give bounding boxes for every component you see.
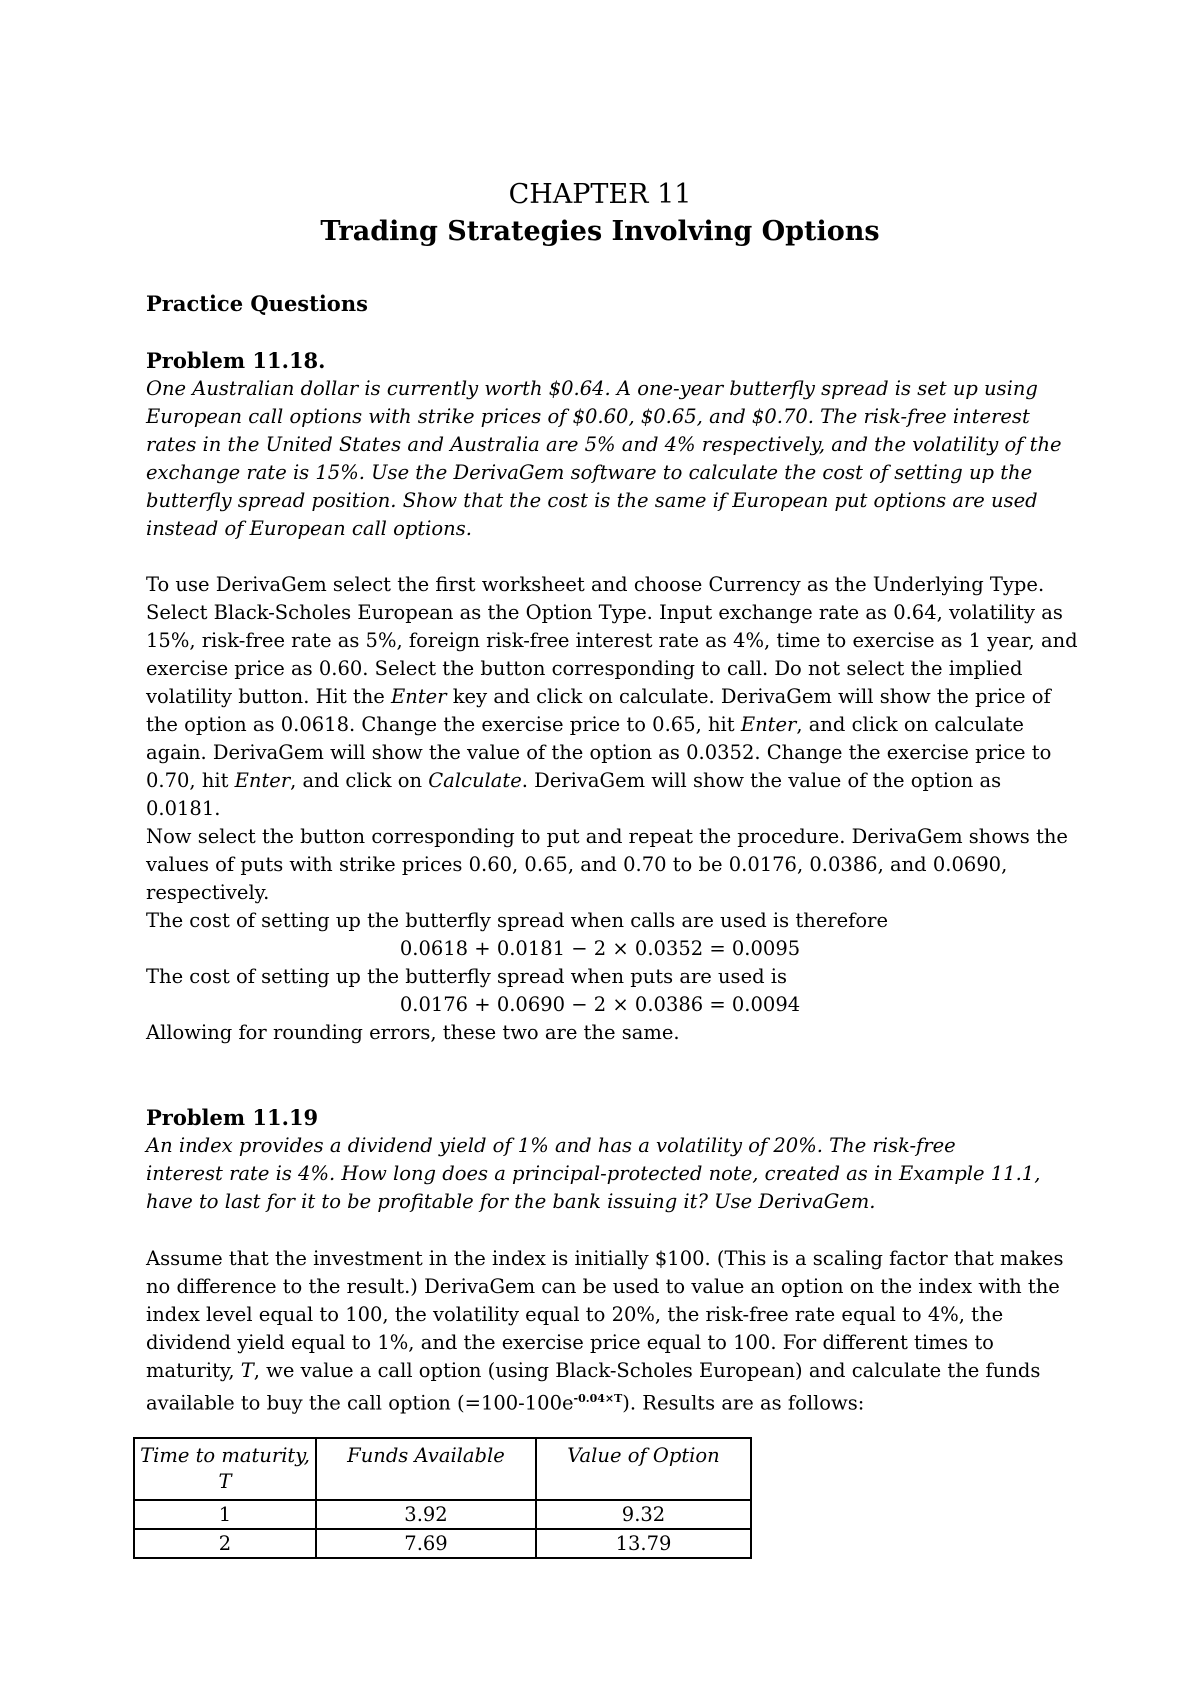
table-cell: 7.69 bbox=[316, 1529, 536, 1558]
table-cell: 1 bbox=[134, 1500, 316, 1529]
equation-calls: 0.0618 + 0.0181 − 2 × 0.0352 = 0.0095 bbox=[399, 937, 801, 960]
answer-line: the option as 0.0618. Change the exercise price to 0.65, hit Enter, and click on calculate bbox=[146, 713, 1024, 736]
problem-11-19-question-line: An index provides a dividend yield of 1% and has a volatility of 20%. The risk-free bbox=[146, 1134, 956, 1157]
answer-line: volatility button. Hit the Enter key and click on calculate. DerivaGem will show the price of bbox=[146, 685, 1051, 708]
answer-line: available to buy the call option $(=100-100e^{-0.04\times T})$. Results are as follows: bbox=[146, 1391, 865, 1415]
problem-11-18-question-line: rates in the United States and Australia are 5% and 4% respectively, and the volatility of the bbox=[146, 433, 1062, 456]
answer-line: again. DerivaGem will show the value of the option as 0.0352. Change the exercise price to bbox=[146, 741, 1052, 764]
answer-line: Now select the button corresponding to put and repeat the procedure. DerivaGem shows the bbox=[146, 825, 1068, 848]
answer-line: Assume that the investment in the index is initially $100. (This is a scaling factor that makes bbox=[146, 1247, 1064, 1270]
answer-line: dividend yield equal to 1%, and the exercise price equal to 100. For different times to bbox=[146, 1331, 994, 1354]
column-header-time: Time to maturity, T bbox=[134, 1438, 316, 1500]
problem-11-18-question-line: One Australian dollar is currently worth $0.64. A one-year butterfly spread is set up using bbox=[146, 377, 1038, 400]
answer-line: The cost of setting up the butterfly spread when calls are used is therefore bbox=[146, 909, 888, 932]
problem-11-19-question-line: have to last for it to be profitable for the bank issuing it? Use DerivaGem. bbox=[146, 1190, 876, 1213]
problem-11-18-question-line: butterfly spread position. Show that the cost is the same if European put options are used bbox=[146, 489, 1038, 512]
problem-11-18-question-line: instead of European call options. bbox=[146, 517, 472, 540]
table-row bbox=[134, 1500, 751, 1529]
answer-line: maturity, T, we value a call option (using Black-Scholes European) and calculate the funds bbox=[146, 1359, 1041, 1382]
answer-line: 0.70, hit Enter, and click on Calculate. DerivaGem will show the value of the option as bbox=[146, 769, 1002, 792]
answer-line: 0.0181. bbox=[146, 797, 221, 820]
column-header-option-value: Value of Option bbox=[536, 1438, 751, 1500]
table-row bbox=[134, 1529, 751, 1558]
problem-11-19-question-line: interest rate is 4%. How long does a principal-protected note, created as in Example 11.1, bbox=[146, 1162, 1041, 1185]
table-cell: 3.92 bbox=[316, 1500, 536, 1529]
answer-line: To use DerivaGem select the first worksheet and choose Currency as the Underlying Type. bbox=[146, 573, 1045, 596]
answer-line: The cost of setting up the butterfly spread when puts are used is bbox=[146, 965, 788, 988]
results-table bbox=[133, 1437, 752, 1559]
table-cell: 2 bbox=[134, 1529, 316, 1558]
answer-line: no difference to the result.) DerivaGem can be used to value an option on the index with the bbox=[146, 1275, 1060, 1298]
answer-line: Allowing for rounding errors, these two are the same. bbox=[146, 1021, 680, 1044]
answer-line: exercise price as 0.60. Select the button corresponding to call. Do not select the implied bbox=[146, 657, 1023, 680]
table-header-row bbox=[134, 1438, 751, 1500]
table-cell: 13.79 bbox=[536, 1529, 751, 1558]
answer-line: index level equal to 100, the volatility equal to 20%, the risk-free rate equal to 4%, the bbox=[146, 1303, 1004, 1326]
table-cell: 9.32 bbox=[536, 1500, 751, 1529]
answer-line: respectively. bbox=[146, 881, 270, 904]
exponent: -0.04×T bbox=[573, 1392, 623, 1405]
problem-11-18-question-line: exchange rate is 15%. Use the DerivaGem software to calculate the cost of setting up the bbox=[146, 461, 1033, 484]
problem-11-19-heading: Problem 11.19 bbox=[146, 1105, 319, 1130]
problem-11-18-question-line: European call options with strike prices of $0.60, $0.65, and $0.70. The risk-free interest bbox=[146, 405, 1030, 428]
answer-line: Select Black-Scholes European as the Option Type. Input exchange rate as 0.64, volatility as bbox=[146, 601, 1063, 624]
problem-11-18-heading: Problem 11.18. bbox=[146, 348, 326, 373]
section-heading: Practice Questions bbox=[146, 291, 368, 316]
chapter-title: Trading Strategies Involving Options bbox=[320, 216, 880, 247]
chapter-number: CHAPTER 11 bbox=[508, 179, 692, 210]
column-header-funds: Funds Available bbox=[316, 1438, 536, 1500]
answer-line: 15%, risk-free rate as 5%, foreign risk-free interest rate as 4%, time to exercise as 1 year, and bbox=[146, 629, 1078, 652]
answer-line: values of puts with strike prices 0.60, 0.65, and 0.70 to be 0.0176, 0.0386, and 0.0690, bbox=[146, 853, 1008, 876]
equation-puts: 0.0176 + 0.0690 − 2 × 0.0386 = 0.0094 bbox=[399, 993, 801, 1016]
